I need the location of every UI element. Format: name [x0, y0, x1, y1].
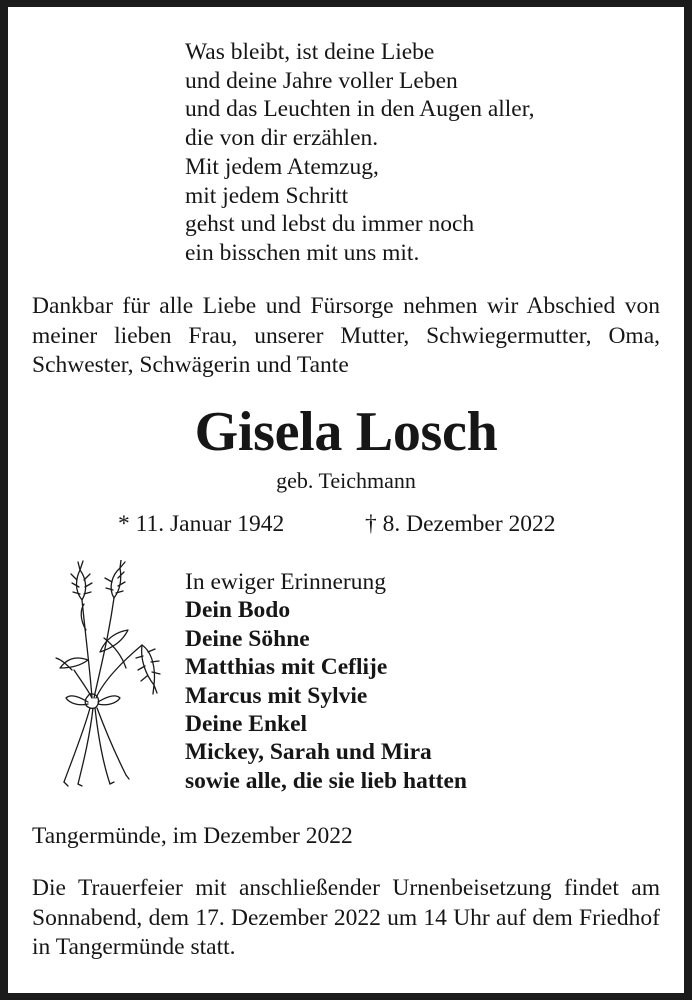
mourners-list [185, 568, 467, 795]
intro-text: Dankbar für alle Liebe und Fürsorge nehmen wir Abschied von meiner lieben Frau, unserer Mutter, Schwiegermutter, Oma, Schwester, Schwägerin und Tante [32, 293, 660, 378]
mourner-line: Marcus mit Sylvie [185, 682, 368, 709]
poem-line: Was bleibt, ist deine Liebe [185, 39, 435, 65]
death-date: † 8. Dezember 2022 [365, 511, 556, 537]
wheat-icon [44, 560, 164, 790]
poem-line: gehst und lebst du immer noch [185, 211, 475, 238]
mourner-line: Deine Söhne [185, 625, 310, 652]
obituary-notice [8, 7, 684, 993]
mourner-line: sowie alle, die sie lieb hatten [185, 767, 467, 794]
place-and-date: Tangermünde, im Dezember 2022 [32, 823, 353, 849]
poem-line: mit jedem Schritt [185, 182, 349, 209]
mourner-line: Dein Bodo [185, 597, 291, 624]
memorial-poem [185, 38, 535, 268]
poem-line: ein bisschen mit uns mit. [185, 239, 420, 266]
poem-line: Mit jedem Atemzug, [185, 153, 379, 180]
mourner-line: Matthias mit Ceflije [185, 654, 388, 681]
poem-line: die von dir erzählen. [185, 125, 379, 152]
mourner-line: Mickey, Sarah und Mira [185, 739, 432, 766]
mourner-line: Deine Enkel [185, 711, 308, 738]
birth-date: * 11. Januar 1942 [118, 511, 285, 537]
poem-line: und das Leuchten in den Augen aller, [185, 96, 535, 123]
memorial-heading: In ewiger Erinnerung [185, 569, 386, 595]
poem-line: und deine Jahre voller Leben [185, 67, 458, 94]
deceased-name: Gisela Losch [194, 401, 498, 463]
maiden-name: geb. Teichmann [276, 468, 416, 493]
funeral-service-info: Die Trauerfeier mit anschließender Urnenbeisetzung findet am Sonnabend, dem 17. Dezember 2022 um 14 Uhr auf dem Friedhof in Tangermünde statt. [32, 875, 660, 960]
